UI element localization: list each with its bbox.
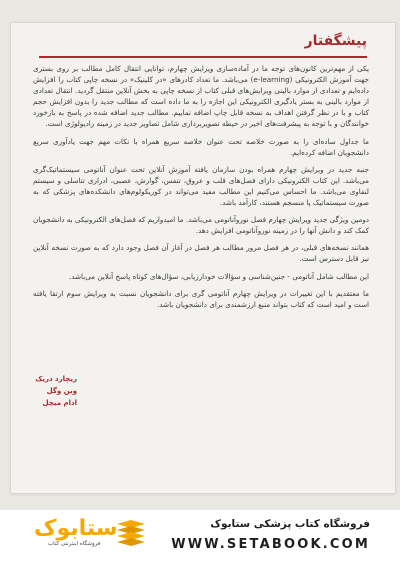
paragraph: این مطالب شامل آناتومی - جنین‌شناسی و سؤالات خودارزیابی، سؤال‌های کوتاه پاسخ آنلاین می‌باشد. [68, 271, 369, 281]
paragraph: همانند نسخه‌های قبلی، در هر فصل مرور مطالب هر فصل در آغاز آن فصل وجود دارد که به صورت نسخه آنلاین نیز قابل دسترس است. [33, 243, 369, 264]
preface-body [33, 63, 369, 316]
paragraph: ما جداول ساده‌ای را به صورت خلاصه تحت عنوان خلاصه سریع همراه با نکات مهم جهت یادآوری سریع دانشجویان اضافه کرده‌ایم. [33, 136, 369, 157]
store-name: فروشگاه کتاب پزشکی ستابوک [210, 518, 370, 530]
logo-tagline: فروشگاه اینترنتی کتاب [48, 541, 101, 547]
paragraph: جنبه جدید در ویرایش چهارم همراه بودن سازمان یافته آموزش آنلاین تحت عنوان آناتومی سیستماتیک‌گری می‌باشد. این کتاب الکترونیکی دارای فصل‌های قلب و عروق، تنفس، گوارش، عصبی، ادراری تناسلی و سیستم لنفاوی می‌باشد. ما احساس می‌کنیم این مطالب مفید می‌تواند در کوریکولوم‌های دانشکده‌های پزشکی که به صورت سیستماتیک پا منسجم هستند، کارآمد باشد. [33, 164, 369, 208]
author-name: ادام میچل [42, 399, 77, 407]
store-url-link[interactable]: WWW.SETABOOK.COM [171, 537, 370, 552]
author-name: ریچارد دریک [35, 375, 77, 383]
paragraph: یکی از مهم‌ترین کانون‌های توجه ما در آماده‌سازی ویرایش چهارم، توانایی انتقال کامل مطالب بر روی بستری جهت آموزش الکترونیکی (e-learning) می‌باشد. ما تعداد کادرهای «در کلینیک» در نسخه چاپی کتاب را افزایش داده‌ایم و تعدادی از موارد بالینی ویرایش‌های قبلی کتاب از نسخه چاپی به بخش آنلاین منتقل گردید. انتقال تعدادی از موارد بالینی به بستر یادگیری الکترونیکی این اجازه را به ما داده است که مطالب جدید را بدون افزایش حجم کتاب و با در نظر گرفتن اهداف به نسخه قابل چاپ اضافه نماییم. مطالب جدید اضافه شده در پاسخ به بازخورد خوانندگان و با توجه به پیشرفت‌های اخیر در حیطه تصویربرداری شامل تصاویر جدید در زمینه رادیولوژی است. [33, 64, 369, 129]
title-underline [39, 56, 367, 58]
book-page [10, 22, 396, 494]
paragraph: ما معتقدیم با این تغییرات در ویرایش چهارم آناتومی گری برای دانشجویان نسبت به ویرایش سوم ارتقا یافته است و امید است که کتاب بتواند منبع ارزشمندی برای دانشجویان باشد. [33, 288, 369, 309]
author-list [35, 373, 77, 409]
author-name: وین وگل [46, 387, 77, 395]
book-stack-icon [114, 518, 148, 548]
logo-wordmark: ستابوک [34, 516, 118, 541]
store-footer [0, 510, 400, 562]
page-title: پیشگفتار [304, 33, 367, 49]
paragraph: دومین ویژگی جدید ویرایش چهارم فصل نوروآناتومی می‌باشد. ما امیدواریم که فصل‌های الکترونیکی به دانشجویان کمک کند و دانش آنها را در زمینه نوروآناتومی افزایش دهد. [33, 215, 369, 236]
store-logo[interactable] [34, 516, 118, 556]
